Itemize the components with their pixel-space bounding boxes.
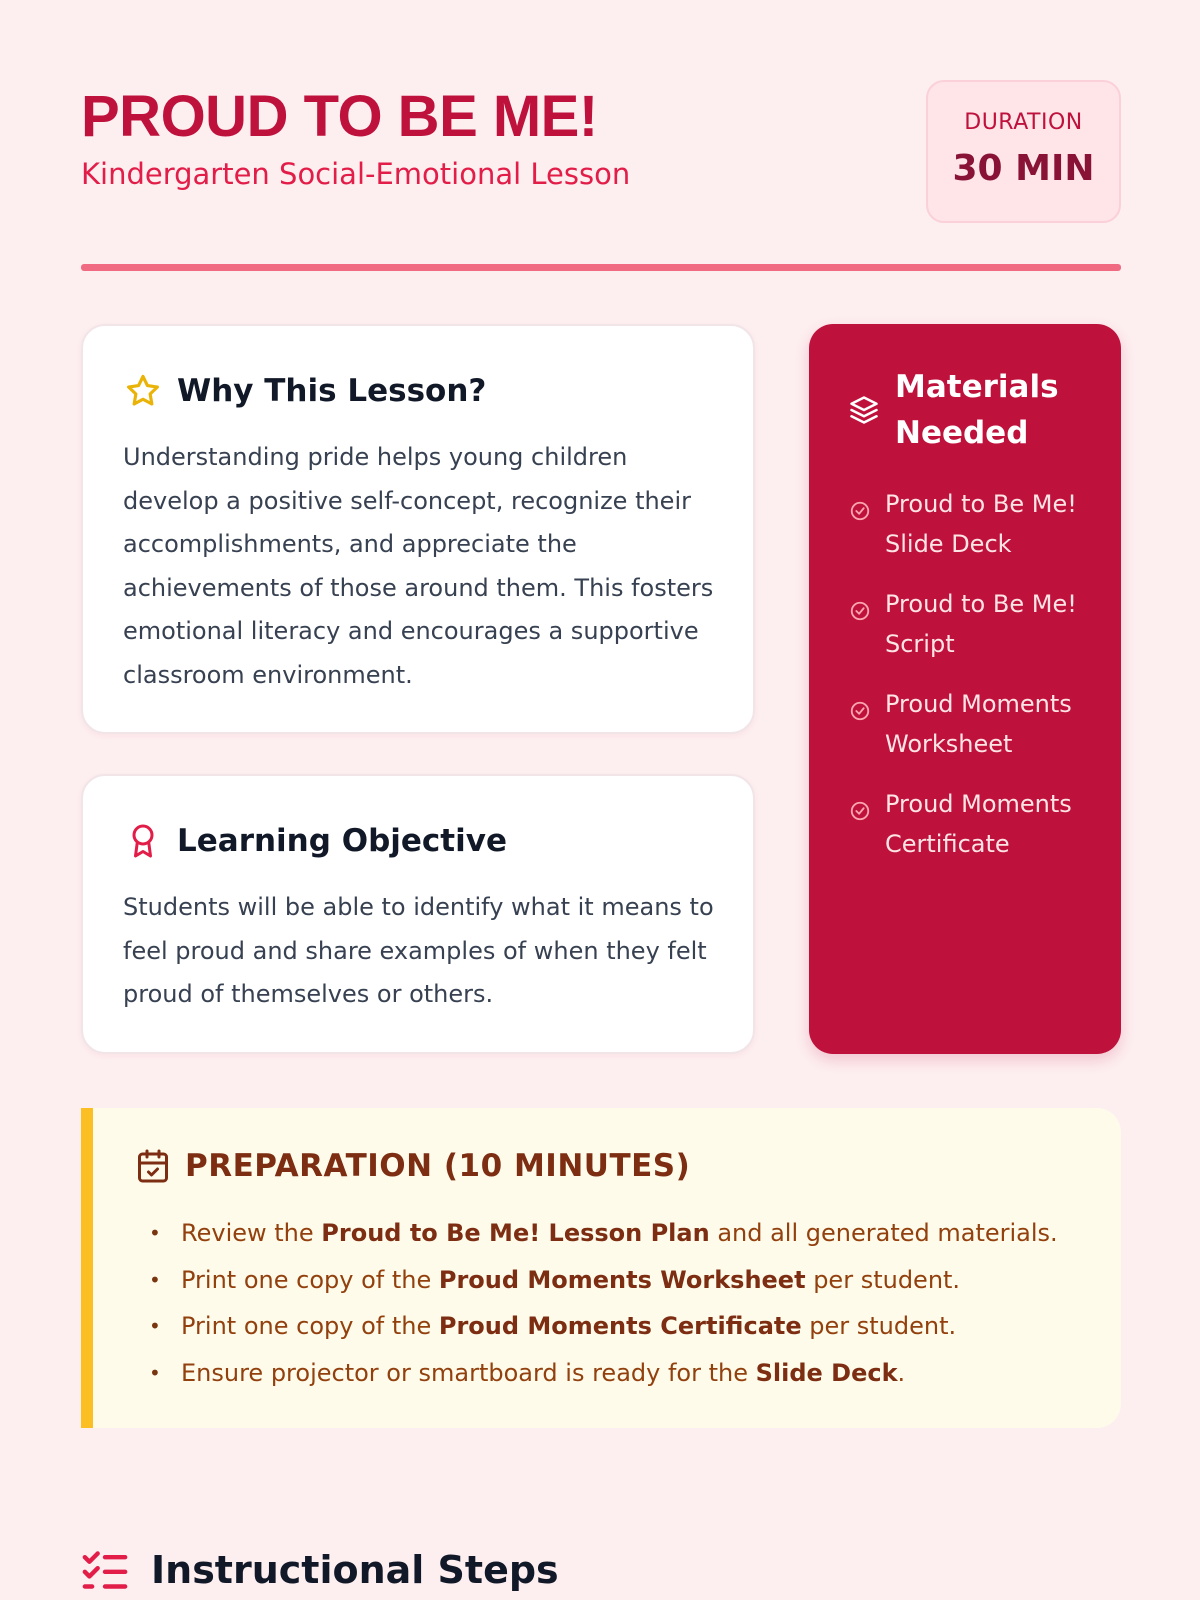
duration-label: DURATION (964, 110, 1083, 135)
list-item (149, 1303, 1058, 1350)
check-circle-icon (849, 694, 871, 716)
prep-item-text: Review the Proud to Be Me! Lesson Plan and all generated materials. (181, 1219, 1058, 1247)
materials-heading: Materials Needed (895, 369, 1059, 451)
prep-item-text: Ensure projector or smartboard is ready for the Slide Deck. (181, 1358, 906, 1387)
bullet: • (149, 1221, 161, 1245)
material-label: Proud Moments Worksheet (885, 690, 1072, 758)
duration-value: 30 MIN (952, 148, 1095, 189)
header-divider (81, 264, 1121, 271)
page-title: PROUD TO BE ME! (81, 84, 598, 149)
layers-icon (849, 395, 879, 425)
lesson-header (81, 80, 1121, 225)
check-circle-icon (849, 594, 871, 616)
materials-panel (809, 324, 1121, 1054)
why-lesson-heading: Why This Lesson? (177, 373, 487, 409)
why-lesson-body: Understanding pride helps young children develop a positive self-concept, recognize their accomplishments, and appreciate the achievements of those around them. This fosters emotional literacy and encourages a supportive classroom environment. (123, 443, 714, 689)
list-item (849, 584, 1099, 684)
star-icon (123, 371, 163, 411)
material-label: Proud to Be Me! Slide Deck (885, 490, 1077, 558)
list-item (149, 1350, 1058, 1397)
materials-list (849, 484, 1099, 884)
list-item (149, 1257, 1058, 1304)
bullet: • (149, 1314, 161, 1338)
instructional-steps-heading: Instructional Steps (151, 1548, 559, 1592)
learning-objective-body: Students will be able to identify what it means to feel proud and share examples of when they felt proud of themselves or others. (123, 893, 714, 1008)
check-circle-icon (849, 794, 871, 816)
lesson-page (81, 0, 1121, 1600)
why-lesson-card (81, 324, 755, 734)
prep-item-text: Print one copy of the Proud Moments Worksheet per student. (181, 1265, 961, 1294)
instructional-steps-header (81, 1548, 559, 1592)
check-circle-icon (849, 494, 871, 516)
list-item (849, 684, 1099, 784)
list-item (849, 484, 1099, 584)
material-label: Proud Moments Certificate (885, 790, 1072, 858)
list-item (849, 784, 1099, 884)
learning-objective-card (81, 774, 755, 1054)
award-ribbon-icon (123, 821, 163, 861)
preparation-heading: PREPARATION (10 MINUTES) (185, 1148, 691, 1184)
bullet: • (149, 1360, 161, 1385)
calendar-check-icon (135, 1148, 171, 1184)
preparation-list (149, 1210, 1058, 1396)
material-label: Proud to Be Me! Script (885, 590, 1077, 658)
learning-objective-heading: Learning Objective (177, 823, 507, 859)
page-subtitle: Kindergarten Social-Emotional Lesson (81, 157, 631, 191)
preparation-section (81, 1108, 1121, 1428)
checklist-icon (81, 1548, 129, 1592)
bullet: • (149, 1267, 161, 1292)
prep-item-text: Print one copy of the Proud Moments Certificate per student. (181, 1312, 957, 1340)
duration-badge (926, 80, 1121, 223)
list-item (149, 1210, 1058, 1257)
